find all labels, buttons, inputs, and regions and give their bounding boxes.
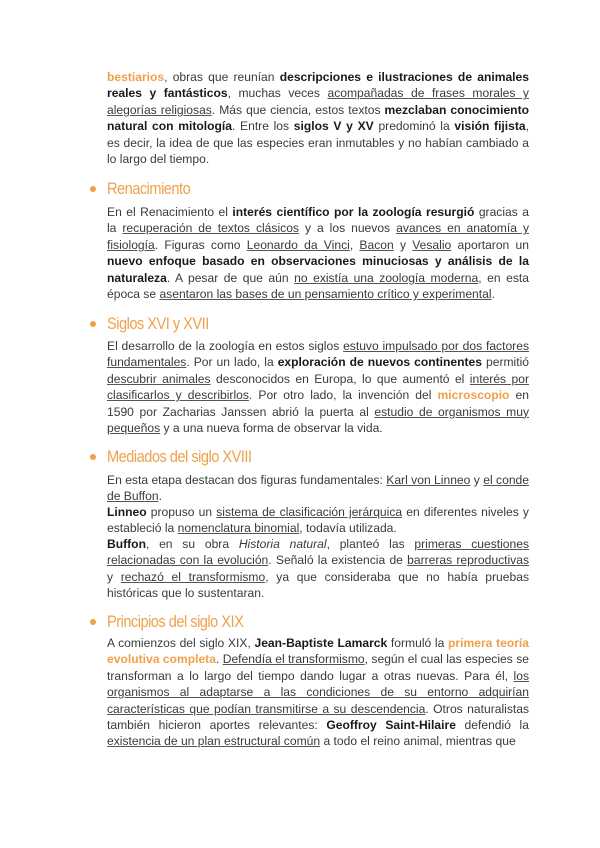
xviii-paragraph-buffon: Buffon, en su obra Historia natural, planteó las primeras cuestiones relacionadas con la evolución. Señaló la existencia de barreras reproductivas y rechazó el transformismo, ya que consideraba que no había pruebas históricas que lo sustentaran. xyxy=(107,537,530,601)
bestiarios-highlight: bestiarios xyxy=(107,70,165,84)
section-heading-siglos-xvi-xvii: Siglos XVI y XVII xyxy=(90,312,225,336)
xviii-paragraph-intro: En esta etapa destacan dos figuras fundamentales: Karl von Linneo y el conde de Buffon. xyxy=(107,473,529,504)
bullet-icon xyxy=(90,619,96,625)
renacimiento-paragraph: En el Renacimiento el interés científico por la zoología resurgió gracias a la recuperación de textos clásicos y a los nuevos avances en anatomía y fisiología. Figuras como Leonardo da Vinci, Bacon y Vesalio aportaron un nuevo enfoque basado en observaciones minuciosas y análisis de la naturaleza. A pesar de que aún no existía una zoología moderna, en esta época se asentaron las bases de un pensamiento crítico y experimental. xyxy=(107,205,529,302)
xviii-paragraph-linneo: Linneo propuso un sistema de clasificación jerárquica en diferentes niveles y estableció la nomenclatura binomial, todavía utilizada. xyxy=(107,505,529,536)
bullet-icon xyxy=(90,321,96,327)
section-heading-siglo-xix: Principios del siglo XIX xyxy=(90,610,266,634)
bullet-icon xyxy=(90,186,96,192)
section-heading-renacimiento: Renacimiento xyxy=(90,177,204,201)
primera-teoria-highlight: primera teoría evolutiva completa xyxy=(107,636,529,667)
siglos-paragraph: El desarrollo de la zoología en estos siglos estuvo impulsado por dos factores fundamentales. Por un lado, la exploración de nuevos continentes permitió descubrir animales desconocidos en Europa, lo que aumentó el interés por clasificarlos y describirlos. Por otro lado, la invención del microscopio en 1590 por Zacharias Janssen abrió la puerta al estudio de organismos muy pequeños y a una nueva forma de observar la vida. xyxy=(107,339,530,436)
section-heading-siglo-xviii: Mediados del siglo XVIII xyxy=(90,445,275,469)
microscopio-highlight: microscopio xyxy=(437,388,510,403)
xix-paragraph: A comienzos del siglo XIX, Jean-Baptiste Lamarck formuló la primera teoría evolutiva completa. Defendía el transformismo, según el cual las especies se transforman a lo largo del tiempo dando lugar a otras nuevas. Para él, los organismos al adaptarse a las condiciones de su entorno adquirían características que podían transmitirse a su descendencia. Otros naturalistas también hicieron aportes relevantes: Geoffroy Saint-Hilaire defendió la existencia de un plan estructural común a todo el reino animal, mientras que xyxy=(107,636,529,749)
intro-paragraph: bestiarios, obras que reunían descripciones e ilustraciones de animales reales y fantásticos, muchas veces acompañadas de frases morales y alegorías religiosas. Más que ciencia, estos textos mezclaban conocimiento natural con mitología. Entre los siglos V y XV predominó la visión fijista, es decir, la idea de que las especies eran inmutables y no habían cambiado a lo largo del tiempo. xyxy=(107,70,530,167)
bullet-icon xyxy=(90,454,96,460)
